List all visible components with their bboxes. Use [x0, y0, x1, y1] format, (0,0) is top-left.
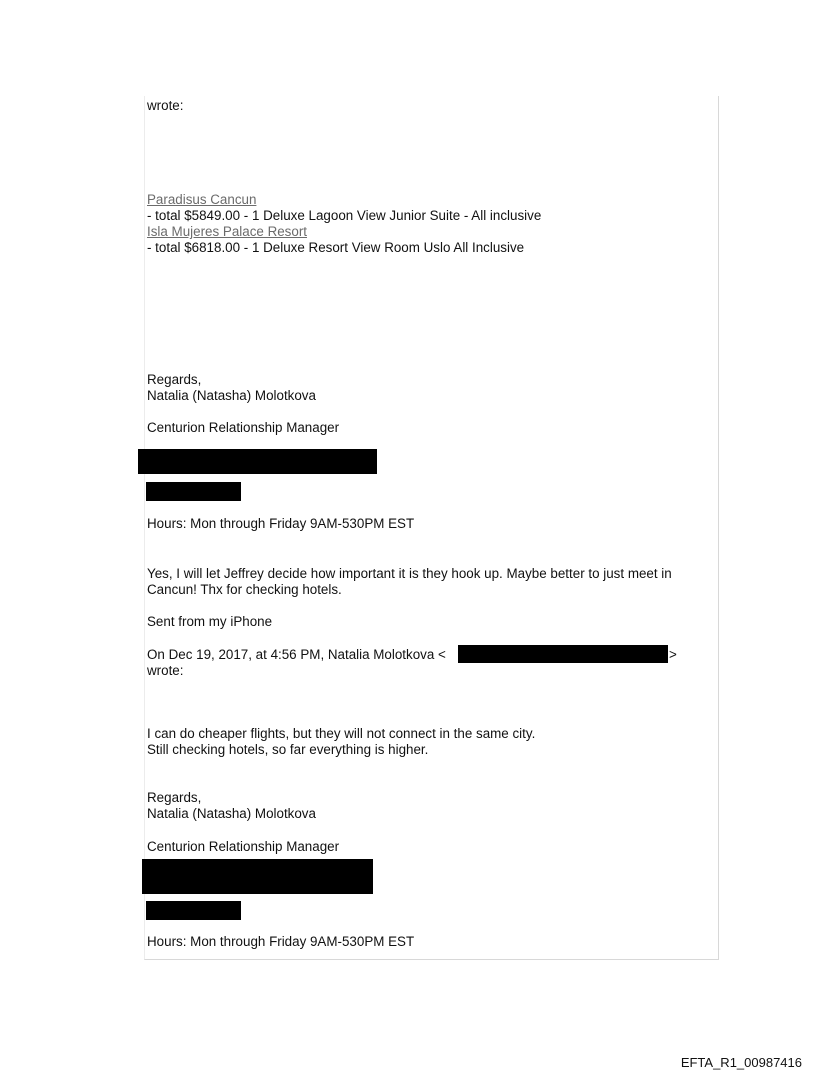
wrote-line: wrote: [147, 98, 184, 113]
quote-header-prefix: On Dec 19, 2017, at 4:56 PM, Natalia Molotkova < [147, 647, 446, 662]
quote-header-wrote: wrote: [147, 663, 184, 678]
document-id-footer: EFTA_R1_00987416 [680, 1055, 802, 1070]
signature-hours: Hours: Mon through Friday 9AM-530PM EST [147, 934, 415, 949]
redaction-block [142, 859, 373, 894]
hotel-detail-paradisus: - total $5849.00 - 1 Deluxe Lagoon View Junior Suite - All inclusive [147, 208, 542, 223]
redacted-email-address [458, 645, 668, 663]
signature-title: Centurion Relationship Manager [147, 420, 340, 435]
hotel-detail-isla-mujeres: - total $6818.00 - 1 Deluxe Resort View Room Uslo All Inclusive [147, 240, 525, 255]
reply-text-line: Yes, I will let Jeffrey decide how important it is they hook up. Maybe better to just meet in [147, 566, 672, 581]
signature-title: Centurion Relationship Manager [147, 839, 340, 854]
signature-regards: Regards, [147, 790, 202, 805]
reply-text-line: Cancun! Thx for checking hotels. [147, 582, 342, 597]
earlier-message-line: I can do cheaper flights, but they will not connect in the same city. [147, 726, 536, 741]
signature-name: Natalia (Natasha) Molotkova [147, 388, 316, 403]
redaction-block [146, 901, 241, 920]
hotel-link-isla-mujeres[interactable]: Isla Mujeres Palace Resort [147, 224, 308, 239]
hotel-link-paradisus[interactable]: Paradisus Cancun [147, 192, 257, 207]
sent-from-line: Sent from my iPhone [147, 614, 273, 629]
signature-regards: Regards, [147, 372, 202, 387]
redaction-block [146, 482, 241, 501]
quote-header-suffix: > [669, 647, 677, 662]
earlier-message-line: Still checking hotels, so far everything is higher. [147, 742, 429, 757]
signature-name: Natalia (Natasha) Molotkova [147, 806, 316, 821]
signature-hours: Hours: Mon through Friday 9AM-530PM EST [147, 516, 415, 531]
redaction-block [138, 449, 377, 474]
